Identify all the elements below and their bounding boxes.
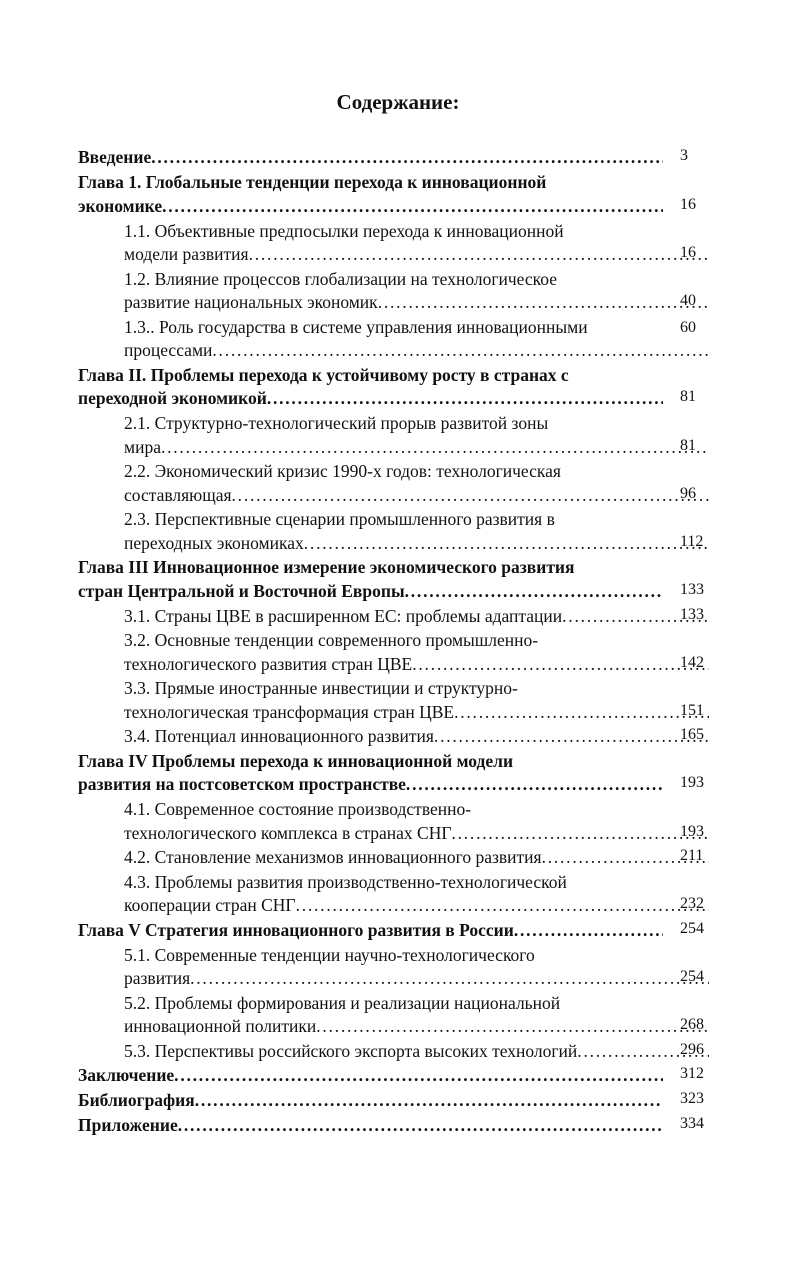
toc-entry-text xyxy=(78,508,709,555)
toc-entry-line: 2.1. Структурно-технологический прорыв развитой зоны xyxy=(124,413,549,433)
toc-entry-line: переходных экономиках xyxy=(124,532,304,553)
toc-page-number: 3 xyxy=(680,147,688,164)
toc-section-entry xyxy=(78,677,718,724)
toc-page-number: 133 xyxy=(680,605,704,623)
toc-entry-line: 1.1. Объективные предпосылки перехода к инновационной xyxy=(124,220,564,241)
toc-section-entry xyxy=(78,798,718,845)
toc-entry-line: составляющая xyxy=(124,484,232,505)
toc-chapter-entry xyxy=(78,364,718,411)
toc-page-number: 296 xyxy=(680,1040,704,1058)
toc-entry-text xyxy=(78,1040,709,1064)
toc-page-number: 81 xyxy=(680,388,696,405)
page-title: Содержание: xyxy=(336,90,460,114)
toc-entry-text xyxy=(78,871,709,918)
toc-section-entry xyxy=(78,871,718,918)
toc-section-entry xyxy=(78,1040,718,1064)
toc-entry-text xyxy=(78,725,709,749)
toc-chapter-entry xyxy=(78,750,718,797)
toc-page-number: 193 xyxy=(680,822,704,840)
toc-section-entry xyxy=(78,944,718,991)
toc-section-entry xyxy=(78,629,718,676)
toc-entry-line: технологического развития стран ЦВЕ xyxy=(124,653,413,674)
toc-chapter-entry xyxy=(78,919,718,943)
toc-entry-line: 5.3. Перспективы российского экспорта высоких технологий xyxy=(124,1040,578,1061)
toc-entry-line: экономике xyxy=(78,195,163,216)
toc-section-entry xyxy=(78,605,718,629)
toc-page-number: 268 xyxy=(680,1016,704,1033)
toc-entry-text xyxy=(78,798,709,845)
toc-page-number: 165 xyxy=(680,726,704,743)
toc-page-number: 96 xyxy=(680,484,696,502)
toc-page-number: 323 xyxy=(680,1090,704,1107)
toc-page-number: 312 xyxy=(680,1065,704,1082)
toc-entry-text xyxy=(78,412,709,459)
toc-section-entry xyxy=(78,412,718,459)
toc-entry-line: Глава IV Проблемы перехода к инновационной модели xyxy=(78,750,514,771)
toc-entry-text xyxy=(78,1064,663,1088)
toc-entry-line: Приложение xyxy=(78,1115,178,1135)
toc-entry-text xyxy=(78,268,709,315)
toc-section-entry xyxy=(78,268,718,315)
toc-section-entry xyxy=(78,220,718,267)
toc-chapter-entry xyxy=(78,556,718,603)
toc-page-number: 16 xyxy=(680,244,696,261)
toc-entry-text xyxy=(78,944,709,991)
toc-entry-text xyxy=(78,677,709,724)
toc-chapter-entry xyxy=(78,1114,718,1138)
toc-entry-line: развитие национальных экономик xyxy=(124,292,378,312)
toc-page-number: 193 xyxy=(680,774,704,791)
toc-entry-line: 3.3. Прямые иностранные инвестиции и структурно- xyxy=(124,678,518,698)
toc-page-number: 142 xyxy=(680,653,704,671)
toc-entry-text xyxy=(78,171,663,218)
toc-section-entry xyxy=(78,508,718,555)
toc-entry-line: Глава III Инновационное измерение экономического развития xyxy=(78,557,575,577)
toc-entry-text xyxy=(78,750,663,797)
toc-page-number: 151 xyxy=(680,701,704,719)
toc-chapter-entry xyxy=(78,146,718,170)
toc-page-number: 40 xyxy=(680,292,696,309)
toc-entry-line: 3.2. Основные тенденции современного промышленно- xyxy=(124,630,539,650)
toc-entry-line: 4.2. Становление механизмов инновационного развития xyxy=(124,847,542,867)
toc-entry-text xyxy=(78,605,709,629)
toc-entry-line: 4.1. Современное состояние производственно- xyxy=(124,799,472,819)
toc-section-entry xyxy=(78,460,718,507)
toc-entry-line: Глава V Стратегия инновационного развития в России xyxy=(78,919,514,940)
toc-entry-line: процессами xyxy=(124,340,213,360)
toc-entry-line: 5.1. Современные тенденции научно-технологического xyxy=(124,944,535,965)
toc-page-number: 334 xyxy=(680,1115,704,1132)
toc-page-number: 254 xyxy=(680,919,704,937)
toc-entry-line: 1.3.. Роль государства в системе управления инновационными xyxy=(124,316,588,337)
toc-chapter-entry xyxy=(78,1064,718,1088)
toc-entry-line: мира xyxy=(124,436,161,457)
toc-entry-line: развития на постсоветском пространстве xyxy=(78,774,406,794)
toc-entry-text xyxy=(78,364,663,411)
toc-entry-text xyxy=(78,846,709,870)
toc-entry-text xyxy=(78,460,709,507)
toc-page-number: 16 xyxy=(680,195,696,213)
table-of-contents xyxy=(78,146,718,1139)
toc-entry-line: Глава II. Проблемы перехода к устойчивому росту в странах с xyxy=(78,364,569,385)
toc-entry-line: развития xyxy=(124,968,191,988)
toc-entry-line: кооперации стран СНГ xyxy=(124,895,296,915)
toc-entry-line: Введение xyxy=(78,147,152,167)
toc-entry-text xyxy=(78,1089,663,1113)
toc-entry-text xyxy=(78,629,709,676)
toc-entry-text xyxy=(78,992,709,1039)
toc-entry-line: 5.2. Проблемы формирования и реализации национальной xyxy=(124,992,561,1013)
toc-entry-line: 4.3. Проблемы развития производственно-технологической xyxy=(124,871,567,892)
toc-entry-text xyxy=(78,316,709,363)
toc-entry-line: 3.4. Потенциал инновационного развития xyxy=(124,726,434,746)
toc-entry-line: переходной экономикой xyxy=(78,388,267,408)
toc-entry-line: Библиография xyxy=(78,1090,195,1110)
toc-page-number: 60 xyxy=(680,318,696,336)
toc-entry-line: модели развития xyxy=(124,244,249,264)
toc-page-number: 133 xyxy=(680,580,704,598)
toc-entry-line: Глава 1. Глобальные тенденции перехода к инновационной xyxy=(78,172,547,192)
toc-entry-line: инновационной политики xyxy=(124,1016,317,1036)
toc-entry-text xyxy=(78,146,663,170)
toc-entry-line: 3.1. Страны ЦВЕ в расширенном ЕС: проблемы адаптации xyxy=(124,605,563,626)
toc-page-number: 254 xyxy=(680,968,704,985)
toc-page-number: 211 xyxy=(680,847,704,864)
toc-entry-line: Заключение xyxy=(78,1065,175,1085)
toc-entry-line: технологическая трансформация стран ЦВЕ xyxy=(124,701,455,722)
toc-chapter-entry xyxy=(78,1089,718,1113)
toc-page-number: 112 xyxy=(680,532,704,550)
toc-entry-text xyxy=(78,556,663,603)
toc-entry-text xyxy=(78,1114,663,1138)
toc-entry-line: технологического комплекса в странах СНГ xyxy=(124,822,452,843)
toc-page-number: 232 xyxy=(680,895,704,912)
toc-entry-text xyxy=(78,919,663,943)
toc-entry-line: 1.2. Влияние процессов глобализации на технологическое xyxy=(124,268,557,289)
toc-entry-text xyxy=(78,220,709,267)
toc-entry-line: стран Центральной и Восточной Европы xyxy=(78,580,405,601)
toc-page-number: 81 xyxy=(680,436,696,454)
toc-section-entry xyxy=(78,992,718,1039)
toc-entry-line: 2.3. Перспективные сценарии промышленного развития в xyxy=(124,509,555,529)
toc-section-entry xyxy=(78,316,718,363)
toc-section-entry xyxy=(78,725,718,749)
toc-chapter-entry xyxy=(78,171,718,218)
toc-entry-line: 2.2. Экономический кризис 1990-х годов: технологическая xyxy=(124,461,561,481)
toc-section-entry xyxy=(78,846,718,870)
